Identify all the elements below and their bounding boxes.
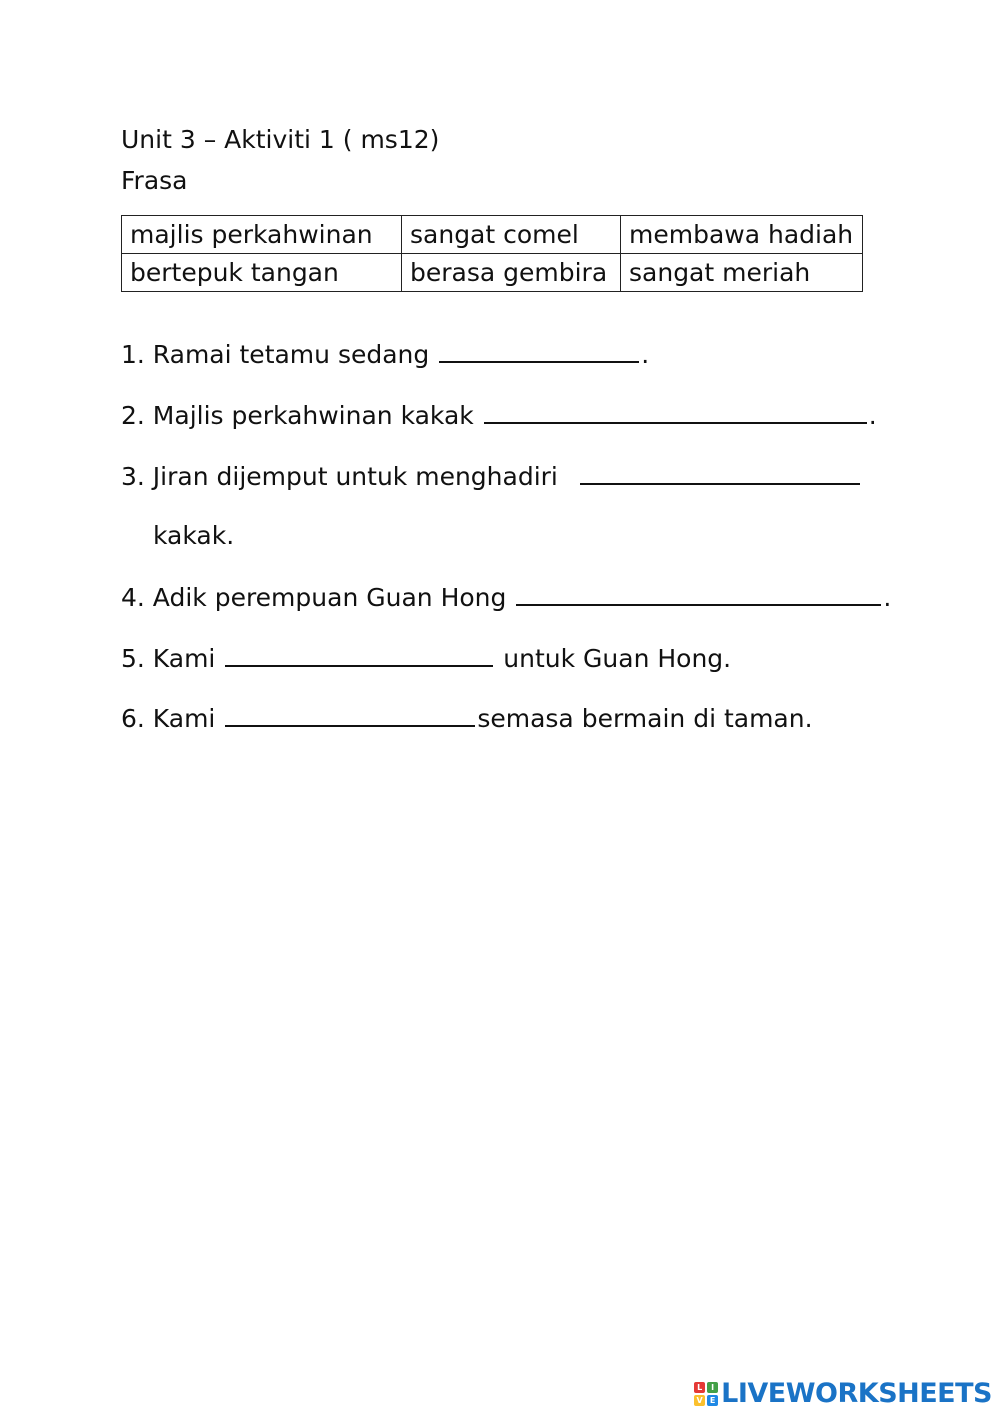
phrase-cell: berasa gembira xyxy=(402,254,621,292)
question-1-tail: . xyxy=(641,340,650,369)
question-6 xyxy=(121,699,813,737)
logo-letter-l: L xyxy=(694,1382,705,1393)
question-1 xyxy=(121,335,649,373)
answer-blank-5[interactable] xyxy=(225,639,493,667)
worksheet-subtitle: Frasa xyxy=(121,166,188,195)
question-6-text: 6. Kami xyxy=(121,704,216,733)
brand-name: LIVEWORKSHEETS xyxy=(721,1378,992,1409)
question-2 xyxy=(121,396,877,434)
phrase-cell: sangat comel xyxy=(402,216,621,254)
answer-blank-6[interactable] xyxy=(225,699,475,727)
table-row xyxy=(122,254,863,292)
phrase-cell: majlis perkahwinan xyxy=(122,216,402,254)
logo-letter-e: E xyxy=(707,1395,718,1406)
phrase-table xyxy=(121,215,863,292)
answer-blank-4[interactable] xyxy=(516,578,881,606)
question-3-text: 3. Jiran dijemput untuk menghadiri xyxy=(121,462,558,491)
question-3-continuation: kakak. xyxy=(153,521,235,550)
question-5 xyxy=(121,639,731,677)
liveworksheets-logo xyxy=(694,1378,992,1410)
question-5-text: 5. Kami xyxy=(121,644,216,673)
question-3 xyxy=(121,457,862,495)
question-6-tail: semasa bermain di taman. xyxy=(477,704,813,733)
question-4-tail: . xyxy=(883,583,892,612)
answer-blank-3[interactable] xyxy=(580,457,860,485)
answer-blank-1[interactable] xyxy=(439,335,639,363)
question-4 xyxy=(121,578,891,616)
question-2-text: 2. Majlis perkahwinan kakak xyxy=(121,401,474,430)
phrase-cell: membawa hadiah xyxy=(621,216,863,254)
worksheet-title: Unit 3 – Aktiviti 1 ( ms12) xyxy=(121,125,440,154)
logo-grid-icon xyxy=(694,1382,718,1406)
question-2-tail: . xyxy=(868,401,877,430)
answer-blank-2[interactable] xyxy=(484,396,867,424)
phrase-cell: sangat meriah xyxy=(621,254,863,292)
logo-letter-v: V xyxy=(694,1395,705,1406)
logo-letter-i: I xyxy=(707,1382,718,1393)
question-5-tail: untuk Guan Hong. xyxy=(503,644,732,673)
table-row xyxy=(122,216,863,254)
phrase-cell: bertepuk tangan xyxy=(122,254,402,292)
question-4-text: 4. Adik perempuan Guan Hong xyxy=(121,583,507,612)
question-1-text: 1. Ramai tetamu sedang xyxy=(121,340,430,369)
